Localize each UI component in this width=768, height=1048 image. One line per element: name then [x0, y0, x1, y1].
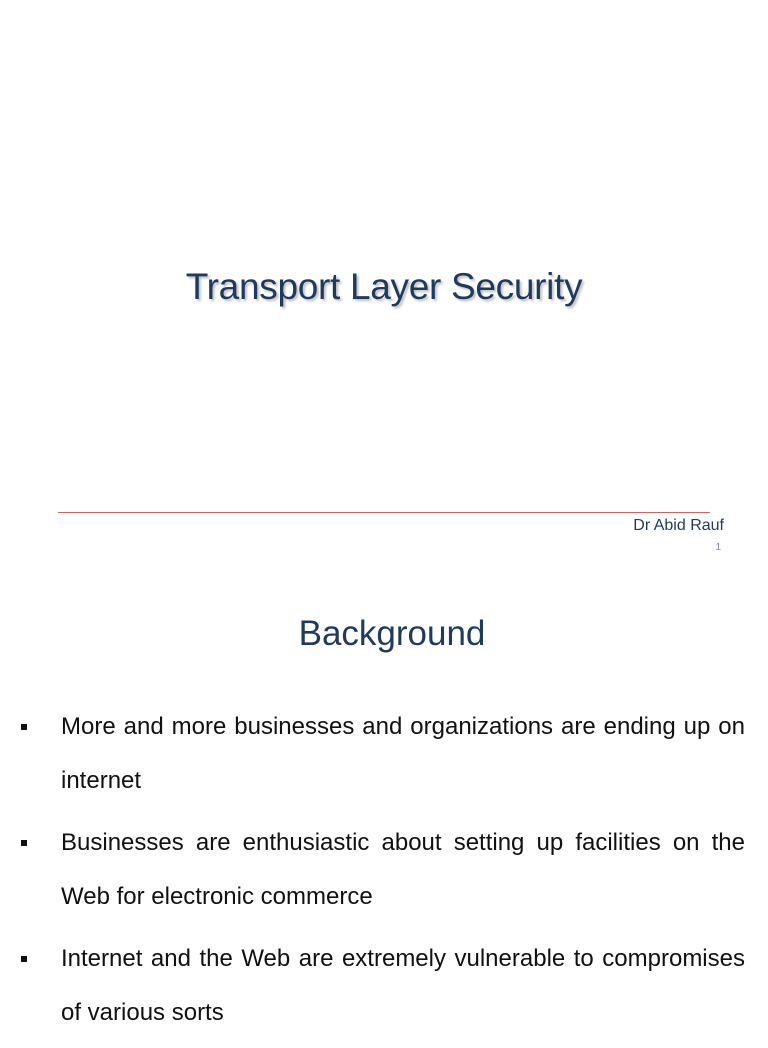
bullet-list: [0, 700, 768, 1048]
bullet-item: [0, 816, 768, 924]
page-number: 1: [715, 542, 721, 553]
bullet-text: More and more businesses and organizations are ending up on internet: [61, 713, 745, 794]
bullet-text: Internet and the Web are extremely vulnerable to compromises of various sorts: [61, 945, 745, 1026]
bullet-square-icon: [21, 840, 27, 846]
slide-title: Transport Layer Security: [185, 266, 583, 307]
author-name: Dr Abid Rauf: [633, 517, 724, 534]
bullet-item: [0, 700, 768, 808]
bullet-square-icon: [21, 956, 27, 962]
divider-line: [58, 512, 710, 513]
bullet-text: Businesses are enthusiastic about setting up facilities on the Web for electronic commerce: [61, 829, 745, 910]
section-title: Background: [298, 614, 486, 653]
background-slide: [0, 576, 768, 1024]
bullet-square-icon: [21, 724, 27, 730]
